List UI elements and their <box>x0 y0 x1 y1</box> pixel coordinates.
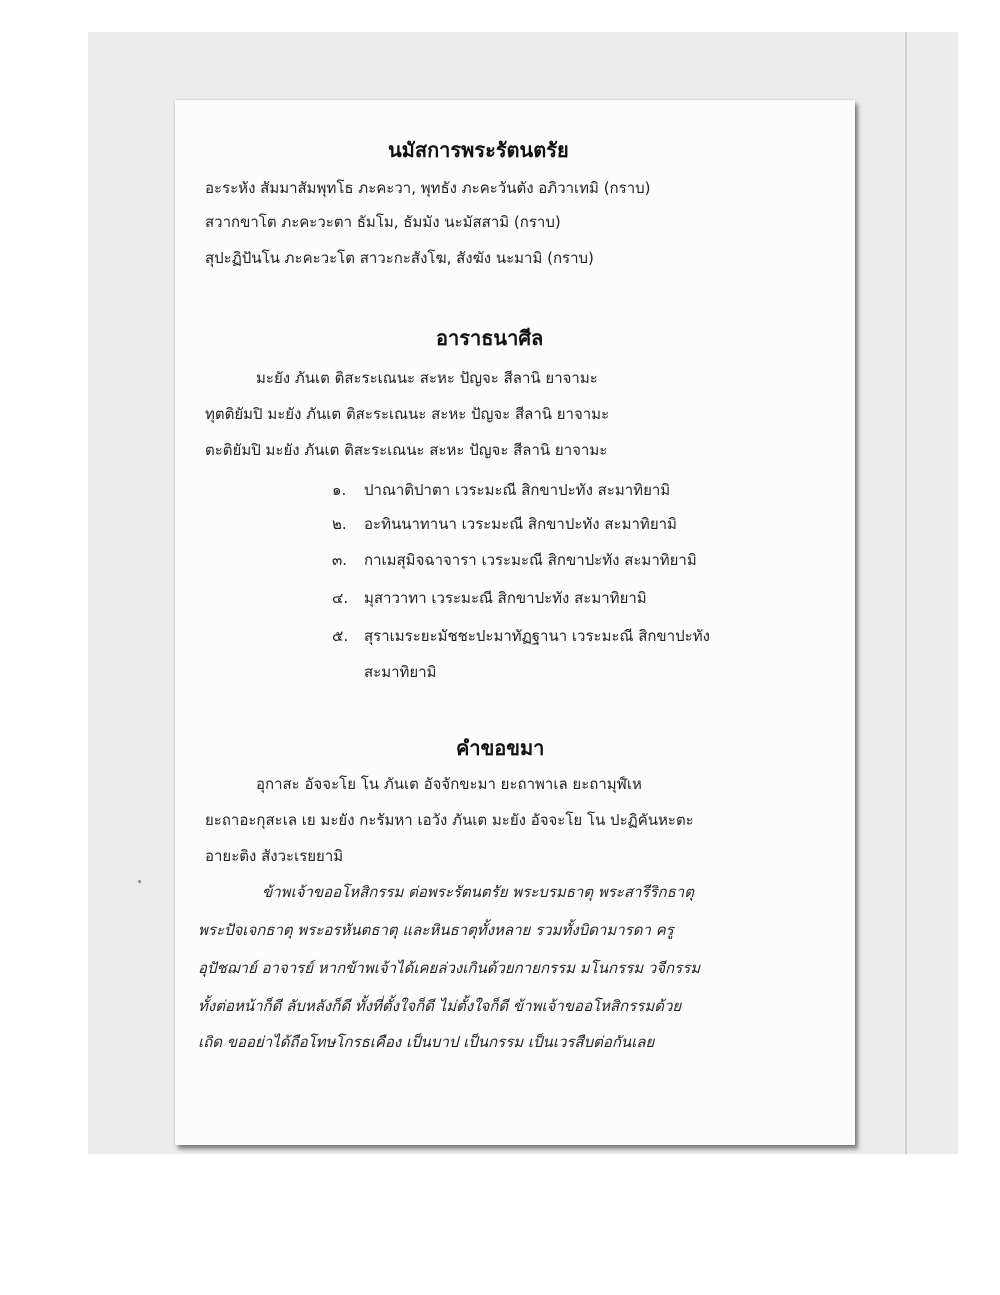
precept-item <box>332 624 710 648</box>
precept-text: อะทินนาทานา เวระมะณี สิกขาปะทัง สะมาทิยามิ <box>364 515 677 533</box>
precept-item <box>332 512 677 536</box>
precept-text: ปาณาติปาตา เวระมะณี สิกขาปะทัง สะมาทิยามิ <box>364 481 671 499</box>
text-line: ตะติยัมปิ มะยัง ภันเต ติสะระเณนะ สะหะ ปัญจะ สีลานิ ยาจามะ <box>205 441 608 459</box>
precept-number: ๒. <box>332 515 347 533</box>
text-line: สวากขาโต ภะคะวะตา ธัมโม, ธัมมัง นะมัสสามิ (กราบ) <box>205 213 561 231</box>
text-line: อายะติง สังวะเรยยามิ <box>205 847 344 865</box>
precept-text: มุสาวาทา เวระมะณี สิกขาปะทัง สะมาทิยามิ <box>364 589 647 607</box>
heading-aratthana-sin: อาราธนาศีล <box>436 326 544 350</box>
precept-item <box>332 586 647 610</box>
precept-text: กาเมสุมิจฉาจารา เวระมะณี สิกขาปะทัง สะมาทิยามิ <box>364 551 697 569</box>
precept-number: ๕. <box>332 627 349 645</box>
precept-number: ๓. <box>332 551 348 569</box>
precept-item <box>332 478 670 502</box>
heading-kham-kho-khama: คำขอขมา <box>456 736 545 760</box>
text-line: อะระหัง สัมมาสัมพุทโธ ภะคะวา, พุทธัง ภะคะวันตัง อภิวาเทมิ (กราบ) <box>205 179 651 197</box>
italic-line: ข้าพเจ้าขออโหสิกรรม ต่อพระรัตนตรัย พระบรมธาตุ พระสารีริกธาตุ <box>262 883 694 901</box>
text-line: อุกาสะ อัจจะโย โน ภันเต อัจจักขะมา ยะถาพาเล ยะถามุฬ์เห <box>256 775 642 793</box>
italic-line: อุปัชฌาย์ อาจารย์ หากข้าพเจ้าได้เคยล่วงเกินด้วยกายกรรม มโนกรรม วจีกรรม <box>198 959 701 977</box>
italic-line: ทั้งต่อหน้าก็ดี ลับหลังก็ดี ทั้งที่ตั้งใจก็ดี ไม่ตั้งใจก็ดี ข้าพเจ้าขออโหสิกรรมด้วย <box>198 997 682 1015</box>
scan-edge <box>905 32 907 1154</box>
text-line: สุปะฏิปันโน ภะคะวะโต สาวะกะสังโฆ, สังฆัง นะมามิ (กราบ) <box>205 249 594 267</box>
precept-number: ๑. <box>332 481 347 499</box>
text-line: มะยัง ภันเต ติสะระเณนะ สะหะ ปัญจะ สีลานิ ยาจามะ <box>256 369 598 387</box>
text-line: ยะถาอะกุสะเล เย มะยัง กะรัมหา เอวัง ภันเต มะยัง อัจจะโย โน ปะฏิคันหะตะ <box>205 811 694 829</box>
precept-number: ๔. <box>332 589 349 607</box>
text-line: ทุตติยัมปิ มะยัง ภันเต ติสะระเณนะ สะหะ ปัญจะ สีลานิ ยาจามะ <box>205 405 610 423</box>
precept-item <box>332 548 697 572</box>
heading-namatsakan: นมัสการพระรัตนตรัย <box>388 138 569 162</box>
italic-line: เถิด ขออย่าได้ถือโทษโกรธเคือง เป็นบาป เป็นกรรม เป็นเวรสืบต่อกันเลย <box>198 1033 655 1051</box>
italic-line: พระปัจเจกธาตุ พระอรหันตธาตุ และหินธาตุทั้งหลาย รวมทั้งบิดามารดา ครู <box>198 921 674 939</box>
precept-continuation: สะมาทิยามิ <box>364 663 437 681</box>
scan-speck <box>138 880 141 883</box>
precept-text: สุราเมระยะมัชชะปะมาทัฏฐานา เวระมะณี สิกขาปะทัง <box>364 627 710 645</box>
